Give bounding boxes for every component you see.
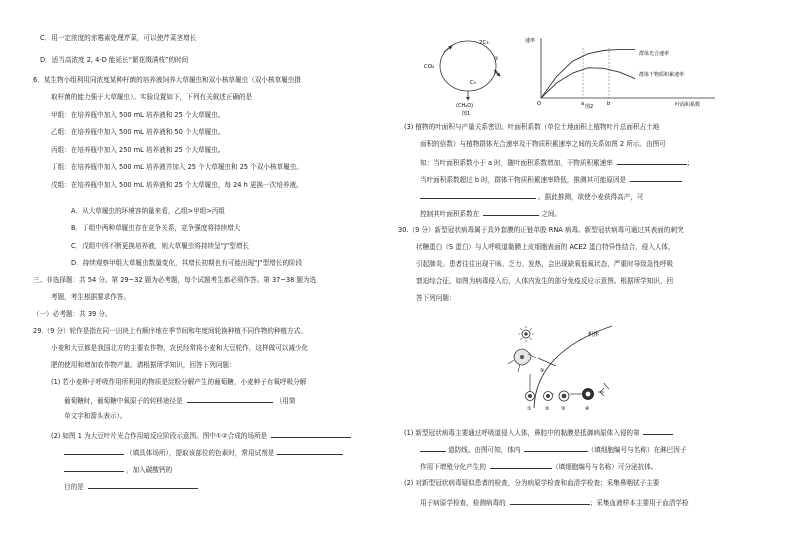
answer-blank bbox=[490, 461, 552, 469]
y-axis-label: 速率 bbox=[525, 38, 536, 44]
q29-part2-3: ，加入碳酸钙的 bbox=[64, 464, 172, 475]
answer-blank bbox=[420, 444, 446, 452]
answer-blank bbox=[617, 157, 687, 165]
q30-part1-2: 道防线。由图可知，体内 （填细胞编号与名称）在淋巴因子 bbox=[420, 444, 686, 455]
group-jia: 甲组：在培养瓶中加入 500 mL 培养液和 25 个大草履虫。 bbox=[51, 111, 225, 119]
q29-stem-2: 小麦和大豆都是我国北方的主要农作物，农民经常将小麦和大豆轮作，这样做可以减少化 bbox=[51, 344, 309, 352]
figure-1-caption: 图1 bbox=[462, 111, 471, 116]
q6-stem-2: 取杆菌的能力强于大草履虫）。实验设置如下，下列有关叙述正确的是 bbox=[51, 93, 253, 101]
legend-series-2: 群体干物质积累速率 bbox=[639, 72, 685, 78]
label-co2: CO₂ bbox=[424, 64, 435, 70]
option-d-q5: D．适当高浓度 2, 4-D 能延长“繁花缀满枝”的时间 bbox=[40, 56, 189, 64]
origin-label: O bbox=[537, 101, 541, 107]
q29-part3-5: 。据此推测，欲使小麦获得高产，可 bbox=[420, 191, 644, 202]
q30-part2-1: (2) 对新型冠状病毒疑似患者的检查，分为病原学检查和血清学检查；采集鼻咽拭子主要 bbox=[404, 479, 660, 487]
group-ding: 丁组：在培养瓶中加入 500 mL 培养液并加入 25 个大草履虫和 25 个双小核草履虫。 bbox=[51, 163, 303, 171]
answer-blank bbox=[524, 444, 588, 452]
group-bing: 丙组：在培养瓶中加入 250 mL 培养液和 25 个大草履虫。 bbox=[51, 146, 225, 154]
group-wu: 戊组：在培养瓶中加入 500 mL 培养液和 25 个大草履虫，每 24 h 更换一次培养液。 bbox=[51, 181, 303, 189]
x-axis-label: 叶面积系数 bbox=[675, 102, 701, 108]
label-marker-1: ① bbox=[494, 56, 499, 62]
q29-part1-3: 单文字和箭头表示）。 bbox=[64, 412, 127, 420]
group-yi: 乙组：在培养瓶中加入 500 mL 培养液和 50 个大草履虫。 bbox=[51, 128, 225, 136]
answer-blank bbox=[510, 497, 590, 505]
answer-blank bbox=[483, 208, 539, 216]
x-tick-b: b bbox=[607, 101, 611, 107]
q29-part3-4: 当叶面积系数超过 b 时，群体干物质积累速率降低，推测其可能原因是 bbox=[420, 174, 682, 185]
cell-label-3: ③ bbox=[561, 406, 566, 412]
q6-option-c: C．戊组中因不断更换培养液，则大草履虫将持续呈“J”型增长 bbox=[71, 242, 250, 250]
series-line-2 bbox=[541, 68, 635, 98]
answer-blank bbox=[64, 464, 124, 472]
cell-label-1: ① bbox=[527, 406, 532, 412]
antibody-icon bbox=[598, 383, 609, 396]
cell-label-2: ② bbox=[545, 406, 550, 412]
cell-label-4: ④ bbox=[585, 406, 590, 412]
q29-part3-1: (3) 植物的叶面积与产量关系密切。叶面积系数（单位土地面积上植物叶片总面积占土地 bbox=[404, 123, 660, 131]
answer-blank bbox=[630, 174, 682, 182]
q29-part3-6: 控制其叶面积系数在 之间。 bbox=[420, 210, 562, 218]
q30-stem-1: 30.（9 分）新型冠状病毒属于具外套膜的正链单股 RNA 病毒。新型冠状病毒可通过其表面的刺突 bbox=[398, 226, 684, 234]
plasma-cell-icon bbox=[583, 389, 594, 400]
q30-part1-1: (1) 新型冠状病毒主要通过呼吸道侵入人体，鼻腔中的黏膜是抵御病原体入侵的第 bbox=[404, 427, 673, 438]
q6-option-a: A．从大草履虫的环境容纳量来看，乙组>甲组>丙组 bbox=[71, 207, 226, 215]
label-2c3: 2C₃ bbox=[479, 40, 489, 46]
q29-part3-3: 知：当叶面积系数小于 a 时，随叶面积系数增加，干物质积累速率 ； bbox=[420, 159, 694, 167]
section-three-1: 三、非选择题：共 54 分。第 29~32 题为必考题，每个试题考生都必须作答。第 37~38 题为选 bbox=[33, 276, 317, 284]
answer-blank bbox=[187, 395, 273, 403]
q30-part2-2: 用于病原学检查，检测病毒的 ；采集血液样本主要用于血清学检 bbox=[420, 499, 689, 507]
figure-3-immune-diagram bbox=[500, 322, 630, 414]
series-line-1 bbox=[541, 49, 635, 98]
q6-option-d: D．持续观察甲组大草履虫数量变化，其增长初期也有可能出现“J”型增长的阶段 bbox=[71, 259, 303, 267]
q29-stem-1: 29.（9 分）轮作是指在同一田块上有顺序地在季节间和年度间轮换种植不同作物的种植方式。 bbox=[33, 327, 307, 335]
answer-blank bbox=[88, 481, 198, 489]
q29-part1-2: 葡萄糖时，葡萄糖中氧原子的转移途径是 （用简 bbox=[64, 397, 296, 405]
x-tick-a: a bbox=[581, 101, 585, 107]
figure-2-caption: 图2 bbox=[585, 104, 594, 110]
q29-part3-2: 面积的倍数）与植物群体光合速率及干物质积累速率之间的关系如图 2 所示。由图可 bbox=[420, 140, 666, 148]
answer-blank bbox=[643, 427, 673, 435]
cell-label-5: ⑤ bbox=[540, 368, 545, 374]
answer-blank bbox=[271, 430, 351, 438]
q29-stem-3: 肥的使用和增加农作物产量。请根据所学知识，回答下列问题： bbox=[51, 361, 236, 369]
figure-2-chart bbox=[525, 28, 725, 110]
q30-stem-5: 答下列问题： bbox=[416, 294, 456, 302]
answer-blank bbox=[277, 447, 343, 455]
virus-icon bbox=[518, 326, 534, 342]
answer-blank bbox=[64, 447, 124, 455]
q30-stem-2: 状糖蛋白（S 蛋白）与人呼吸道黏膜上皮细胞表面的 ACE2 蛋白特异性结合，侵入人体， bbox=[416, 243, 675, 251]
figure-1-calvin-cycle bbox=[422, 30, 528, 116]
label-c5: C₅ bbox=[470, 80, 477, 86]
label-ch2o: (CH₂O) bbox=[456, 103, 474, 109]
q6-option-b: B．丁组中两种草履虫存在竞争关系，竞争强度将持续增大 bbox=[71, 224, 241, 232]
answer-blank bbox=[420, 191, 536, 199]
legend-series-1: 群体光合速率 bbox=[639, 51, 670, 57]
cell-1-icon bbox=[526, 392, 535, 401]
label-marker-2: ② bbox=[494, 70, 499, 76]
phagocyte-cell-icon bbox=[508, 349, 536, 372]
q29-part2-2: （填具体场所），提取该部位的色素时，常用试剂是 bbox=[64, 447, 343, 458]
label-body: 机体 bbox=[588, 332, 600, 338]
q30-part1-3: 作用下增殖分化产生的 （填细胞编号与名称）可分泌抗体。 bbox=[420, 463, 658, 471]
cell-2-icon bbox=[544, 392, 553, 401]
required-heading: （一）必考题：共 39 分。 bbox=[33, 310, 112, 318]
q30-stem-3: 引起肺炎。患者往往出现干咳、乏力、发热，会出现缺氧低氧状态，严重时导致急性呼吸 bbox=[416, 260, 674, 268]
q6-stem-1: 6．某生物小组利用同浓度某种杆菌的培养液饲养大草履虫和双小核草履虫（双小核草履虫摄 bbox=[33, 76, 301, 84]
section-three-2: 考题，考生根据要求作答。 bbox=[51, 293, 131, 301]
q29-part2-1: (2) 如图 1 为大豆叶片光合作用暗反应阶段示意图。图中①②合成的场所是 bbox=[51, 430, 351, 441]
q29-part1-1: (1) 若小麦种子呼吸作用所利用的物质是淀粉分解产生的葡萄糖，小麦种子有氧呼吸分解 bbox=[51, 378, 307, 386]
cell-3-icon bbox=[559, 391, 569, 401]
option-c-q5: C．用一定浓度的赤霉素处理芹菜，可以使芹菜茎增长 bbox=[40, 34, 197, 42]
arrow bbox=[538, 358, 556, 366]
q29-part2-4: 目的是 bbox=[64, 481, 198, 492]
q30-stem-4: 窘迫综合征。如图为病毒侵入后，人体内发生的部分免疫反应示意图。根据所学知识，回 bbox=[416, 277, 674, 285]
